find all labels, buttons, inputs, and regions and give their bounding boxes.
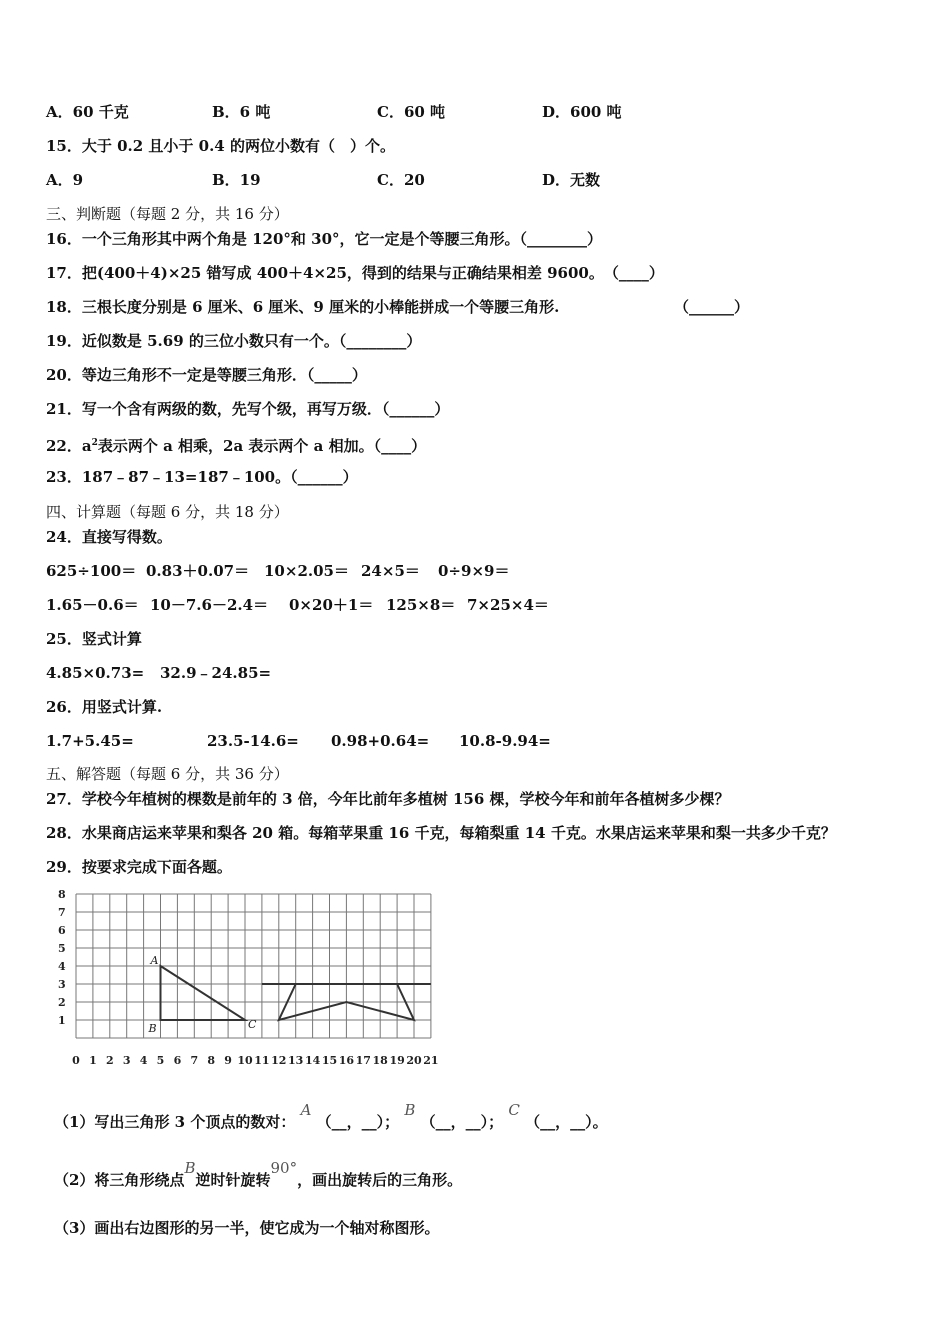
q24-r2-c5: 7×25×4＝ [467, 596, 549, 614]
q14-option-d: D．600 吨 [542, 103, 622, 121]
p2-prompt: （2）将三角形绕点 [54, 1171, 185, 1189]
x-tick-label: 2 [105, 1054, 114, 1067]
x-tick-label: 5 [156, 1054, 165, 1067]
q24-r1-c4: 24×5＝ [361, 562, 420, 580]
q24-title: 24．直接写得数。 [46, 528, 172, 546]
x-tick-label: 14 [304, 1054, 321, 1067]
x-tick-label: 10 [237, 1054, 253, 1067]
section-4-heading: 四、计算题（每题 6 分，共 18 分） [46, 503, 289, 521]
q29-text: 29．按要求完成下面各题。 [46, 858, 232, 876]
x-tick-label: 16 [338, 1054, 355, 1067]
x-tick-label: 6 [173, 1054, 182, 1067]
p1-point-b: B [404, 1101, 416, 1119]
point-a-label: A [150, 954, 159, 967]
p1-blank-a: （__，__）； [316, 1113, 400, 1131]
q15-option-d: D．无数 [542, 171, 601, 189]
p1-point-a: A [300, 1101, 312, 1119]
axis-labels [58, 888, 439, 1067]
q26-item-1: 1.7+5.45= [46, 732, 134, 750]
q21-text: 21．写一个含有两级的数，先写个级，再写万级．（______） [46, 400, 450, 418]
q15-option-b: B．19 [212, 171, 261, 189]
q17-text: 17．把(400＋4)×25 错写成 400＋4×25，得到的结果与正确结果相差 9600。 （____） [46, 264, 664, 282]
x-tick-label: 9 [224, 1054, 232, 1067]
p2-point-b: B [184, 1159, 196, 1177]
q14-option-c: C．60 吨 [377, 103, 446, 121]
q15-text: 15．大于 0.2 且小于 0.4 的两位小数有（ ）个。 [46, 137, 395, 155]
p1-point-c: C [508, 1101, 520, 1119]
y-tick-label: 5 [58, 942, 66, 955]
x-tick-label: 4 [139, 1054, 148, 1067]
p2-text [54, 1159, 463, 1190]
x-tick-label: 13 [288, 1054, 304, 1067]
q14-option-b: B．6 吨 [212, 103, 271, 121]
x-tick-label: 1 [89, 1054, 97, 1067]
x-tick-label: 8 [207, 1054, 216, 1067]
q18-statement: 18．三根长度分别是 6 厘米、6 厘米、9 厘米的小棒能拼成一个等腰三角形. [46, 298, 560, 316]
p1-text [54, 1101, 608, 1132]
x-tick-label: 20 [406, 1054, 422, 1067]
section-3-heading: 三、判断题（每题 2 分，共 16 分） [46, 205, 289, 223]
q19-text: 19．近似数是 5.69 的三位小数只有一个。（________） [46, 332, 422, 350]
q24-r1-c3: 10×2.05＝ [264, 562, 349, 580]
x-tick-label: 0 [72, 1054, 80, 1067]
q24-r2-c3: 0×20＋1＝ [289, 596, 374, 614]
point-b-label: B [148, 1022, 157, 1035]
x-tick-label: 12 [271, 1054, 287, 1067]
x-tick-label: 7 [190, 1054, 199, 1067]
q26-item-2: 23.5-14.6= [207, 732, 299, 750]
q24-r1-c1: 625÷100＝ [46, 562, 137, 580]
q24-r2-c2: 10－7.6－2.4＝ [150, 596, 269, 614]
grid-lines [76, 894, 431, 1038]
x-tick-label: 21 [423, 1054, 439, 1067]
q25-title: 25．竖式计算 [46, 630, 142, 648]
x-tick-label: 19 [389, 1054, 405, 1067]
q27-text: 27．学校今年植树的棵数是前年的 3 倍，今年比前年多植树 156 棵，学校今年和前年各植树多少棵？ [46, 790, 730, 808]
point-c-label: C [248, 1018, 257, 1031]
y-tick-label: 7 [58, 906, 66, 919]
q22-part-b: 表示两个 a 相乘，2a 表示两个 a 相加。（____） [97, 437, 427, 455]
q15-option-a: A．9 [46, 171, 84, 189]
y-tick-label: 4 [58, 960, 66, 973]
q16-text: 16．一个三角形其中两个角是 120°和 30°，它一定是个等腰三角形。（________） [46, 230, 603, 248]
q22-superscript: 2 [91, 438, 98, 448]
q24-r2-c4: 125×8＝ [386, 596, 456, 614]
q24-r1-c5: 0÷9×9＝ [438, 562, 510, 580]
x-tick-label: 17 [355, 1054, 371, 1067]
p1-prompt: （1）写出三角形 3 个顶点的数对： [54, 1113, 296, 1131]
y-tick-label: 2 [58, 996, 66, 1009]
q24-r1-c2: 0.83＋0.07＝ [146, 562, 250, 580]
y-tick-label: 3 [58, 978, 66, 991]
q28-text: 28．水果商店运来苹果和梨各 20 箱。每箱苹果重 16 千克，每箱梨重 14 千克。水果店运来苹果和梨一共多少千克？ [46, 824, 836, 842]
triangle-abc [161, 966, 246, 1020]
q15-option-c: C．20 [377, 171, 425, 189]
p2-rotate: 逆时针旋转 [195, 1171, 271, 1189]
x-tick-label: 3 [122, 1054, 131, 1067]
q14-option-a: A．60 千克 [46, 103, 129, 121]
x-tick-label: 15 [321, 1054, 338, 1067]
p1-blank-c: （__，__）。 [525, 1113, 608, 1131]
p1-blank-b: （__，__）； [420, 1113, 504, 1131]
q20-text: 20．等边三角形不一定是等腰三角形．（_____） [46, 366, 367, 384]
x-tick-label: 11 [254, 1054, 270, 1067]
q26-item-3: 0.98+0.64= [331, 732, 430, 750]
x-tick-label: 18 [372, 1054, 388, 1067]
q18-blank: （______） [674, 298, 750, 316]
q23-text: 23．187﹣87﹣13=187﹣100。（______） [46, 468, 358, 486]
y-tick-label: 6 [58, 924, 66, 937]
p3-text: （3）画出右边图形的另一半，使它成为一个轴对称图形。 [54, 1219, 440, 1237]
y-tick-label: 8 [58, 888, 66, 901]
q25-item-1: 4.85×0.73= [46, 664, 145, 682]
q25-item-2: 32.9﹣24.85= [160, 664, 272, 682]
q18-text [46, 297, 750, 317]
p2-rest: ，画出旋转后的三角形。 [297, 1171, 463, 1189]
y-tick-label: 1 [58, 1014, 66, 1027]
q22-part-a: 22．a [46, 437, 92, 455]
p2-angle: 90° [270, 1159, 298, 1177]
q26-item-4: 10.8-9.94= [459, 732, 551, 750]
q24-r2-c1: 1.65－0.6＝ [46, 596, 139, 614]
section-5-heading: 五、解答题（每题 6 分，共 36 分） [46, 765, 289, 783]
q26-title: 26．用竖式计算. [46, 698, 163, 716]
q22-text [46, 433, 426, 456]
coordinate-grid-figure [44, 884, 448, 1070]
